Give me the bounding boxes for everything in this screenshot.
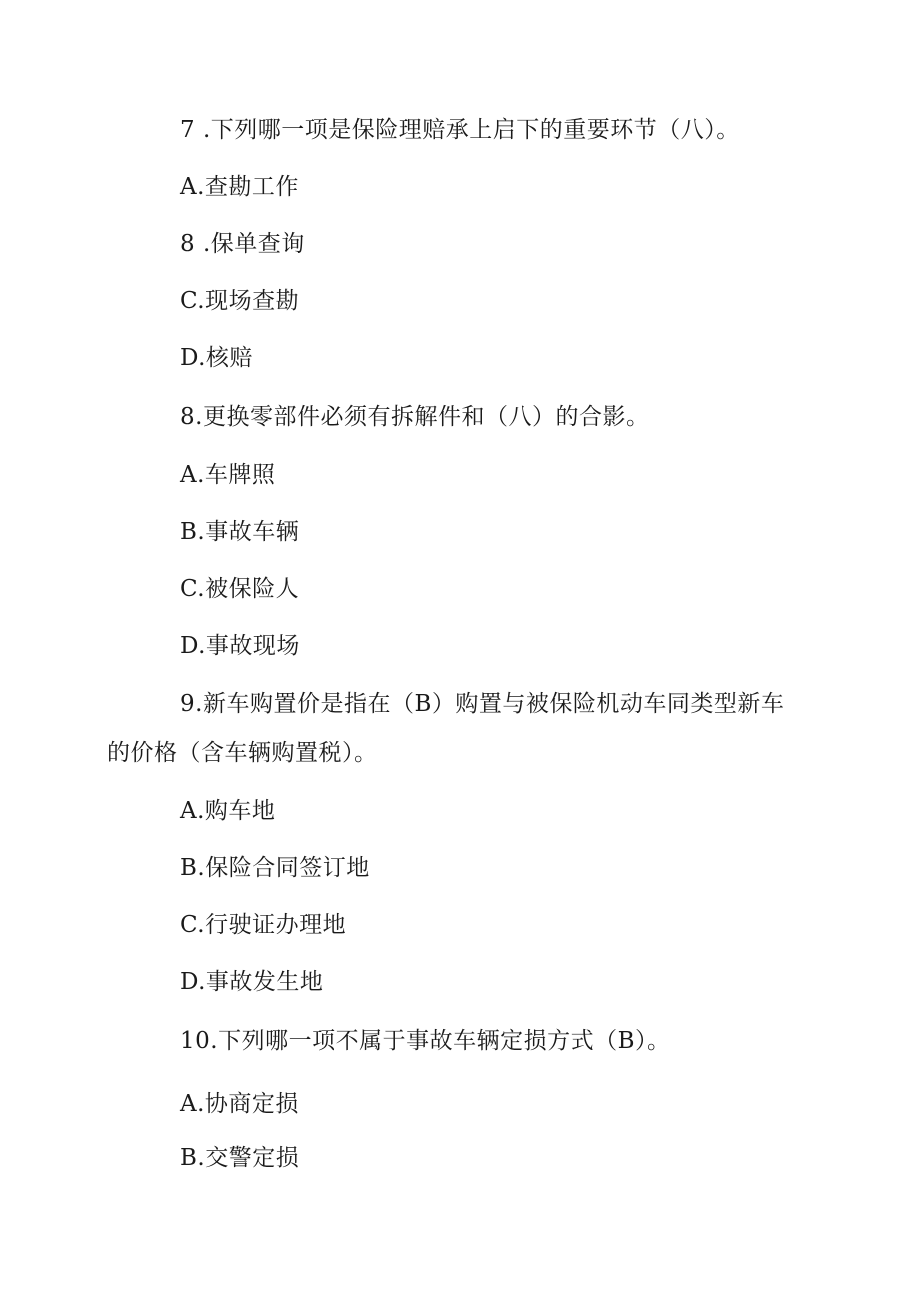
question-8-text: 8.更换零部件必须有拆解件和（八）的合影。: [180, 404, 650, 430]
question-7-option-b: 8 .保单查询: [180, 231, 305, 257]
question-8-option-c: C.被保险人: [180, 576, 300, 602]
question-10-option-b: B.交警定损: [180, 1145, 300, 1171]
question-10-text: 10.下列哪一项不属于事故车辆定损方式（B）。: [180, 1028, 671, 1054]
question-9-option-c: C.行驶证办理地: [180, 912, 347, 938]
question-8-option-a: A.车牌照: [180, 462, 276, 488]
question-10-option-a: A.协商定损: [180, 1091, 299, 1117]
question-9-option-b: B.保险合同签订地: [180, 855, 370, 881]
question-9-text-line2: 的价格（含车辆购置税）。: [107, 740, 378, 766]
question-8-option-d: D.事故现场: [180, 633, 300, 659]
question-7-option-c: C.现场查勘: [180, 288, 300, 314]
question-7-text: 7 .下列哪一项是保险理赔承上启下的重要环节（八）。: [180, 117, 740, 143]
question-9-text-line1: 9.新车购置价是指在（B）购置与被保险机动车同类型新车: [180, 691, 785, 717]
question-9-option-d: D.事故发生地: [180, 969, 324, 995]
question-8-option-b: B.事故车辆: [180, 519, 300, 545]
question-7-option-d: D.核赔: [180, 345, 253, 371]
question-9-option-a: A.购车地: [180, 798, 276, 824]
question-7-option-a: A.查勘工作: [180, 174, 299, 200]
